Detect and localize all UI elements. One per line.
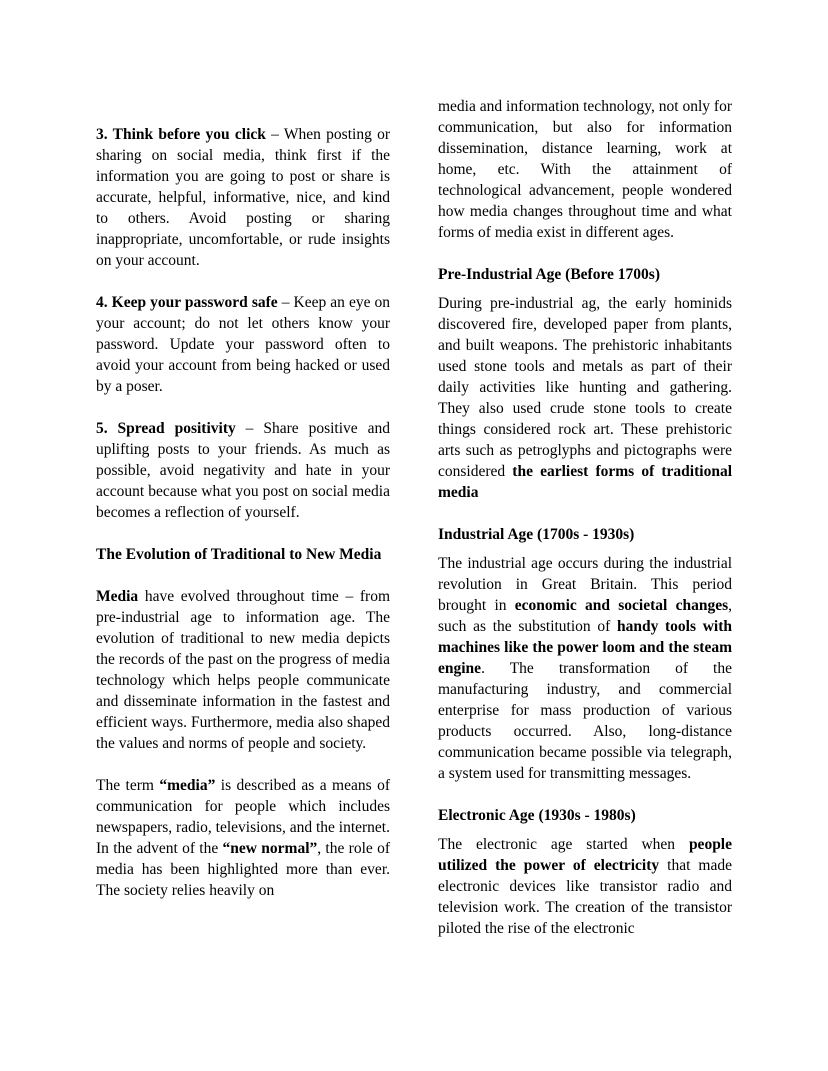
tip-4-body: Keep an eye on your account; do not let others know your password. Update your password often to avoid your account from being hacked or used by a poser. (96, 294, 390, 395)
media-evolved-dash (138, 588, 145, 605)
section-heading-industrial: Industrial Age (1700s - 1930s) (438, 526, 635, 543)
section-heading-evolution-wrap (96, 544, 390, 565)
media-evolved-lead: Media (96, 588, 139, 605)
body-text: is described as a means of communication for people which includes newspapers, radio, televisions, and the internet. In the advent of the (96, 777, 390, 857)
paragraph-tip-3 (96, 124, 390, 271)
body-text: , the role of media has been highlighted more than ever. The society relies heavily on (96, 840, 390, 899)
paragraph-tip-4 (96, 292, 390, 397)
section-heading-pre-industrial-wrap (438, 264, 732, 285)
emphasis-text: “media” (159, 777, 216, 794)
tip-4-dash: – (277, 294, 294, 311)
section-heading-industrial-wrap (438, 524, 732, 545)
body-text: During pre-industrial ag, the early hominids discovered fire, developed paper from plants, and built weapons. The prehistoric inhabitants used stone tools and metals as part of their daily activities like hunting and gathering. They also used crude stone tools to create things considered rock art. These prehistoric arts such as petroglyphs and pictographs were considered (438, 295, 732, 480)
body-text: The term (96, 777, 160, 794)
emphasis-text: “new normal” (222, 840, 318, 857)
section-heading-evolution: The Evolution of Traditional to New Media (96, 546, 382, 563)
paragraph-industrial (438, 553, 732, 784)
paragraph-electronic (438, 834, 732, 939)
paragraph-media-info-tech: media and information technology, not only for communication, but also for information dissemination, distance learning, work at home, etc. With the attainment of technological advancement, people wondered how media changes throughout time and what forms of media exist in different ages. (438, 98, 732, 241)
paragraph-term-media (96, 775, 390, 901)
tip-4-lead: 4. Keep your password safe (96, 294, 278, 311)
tip-3-body: When posting or sharing on social media, think first if the information you are going to post or share is accurate, helpful, informative, nice, and kind to others. Avoid posting or sharing inappropriate, uncomfortable, or rude insights on your account. (96, 126, 390, 269)
section-heading-electronic: Electronic Age (1930s - 1980s) (438, 807, 636, 824)
emphasis-text: handy tools with machines like the power loom and the steam engine (438, 618, 732, 677)
tip-5-body: Share positive and uplifting posts to your friends. As much as possible, avoid negativity and hate in your account because what you post on social media becomes a reflection of yourself. (96, 420, 390, 521)
paragraph-media-evolved (96, 586, 390, 754)
media-evolved-body: have evolved throughout time – from pre-industrial age to information age. The evolution of traditional to new media depicts the records of the past on the progress of media technology which helps people communicate and disseminate information in the fastest and efficient ways. Furthermore, media also shaped the values and norms of people and society. (96, 588, 390, 752)
emphasis-text: people utilized the power of electricity (438, 836, 732, 874)
body-text: , such as the substitution of (438, 597, 732, 635)
emphasis-text: the earliest forms of traditional media (438, 463, 733, 501)
paragraph-tip-5 (96, 418, 390, 523)
body-text: The industrial age occurs during the industrial revolution in Great Britain. This period brought in (438, 555, 732, 614)
body-text: that made electronic devices like transistor radio and television work. The creation of the transistor piloted the rise of the electronic (438, 857, 732, 937)
left-text-column (96, 124, 390, 901)
tip-3-lead: 3. Think before you click (96, 126, 266, 143)
body-text: . The transformation of the manufacturing industry, and commercial enterprise for mass production of various products occurred. Also, long-distance communication became possible via telegraph, a system used for transmitting messages. (438, 660, 732, 782)
paragraph-pre-industrial (438, 293, 732, 503)
section-heading-pre-industrial: Pre-Industrial Age (Before 1700s) (438, 266, 660, 283)
tip-5-dash: – (235, 420, 264, 437)
body-text: The electronic age started when (438, 836, 689, 853)
right-text-column (438, 96, 732, 939)
section-heading-electronic-wrap (438, 805, 732, 826)
emphasis-text: economic and societal changes (514, 597, 729, 614)
tip-3-dash: – (265, 126, 284, 143)
tip-5-lead: 5. Spread positivity (96, 420, 236, 437)
